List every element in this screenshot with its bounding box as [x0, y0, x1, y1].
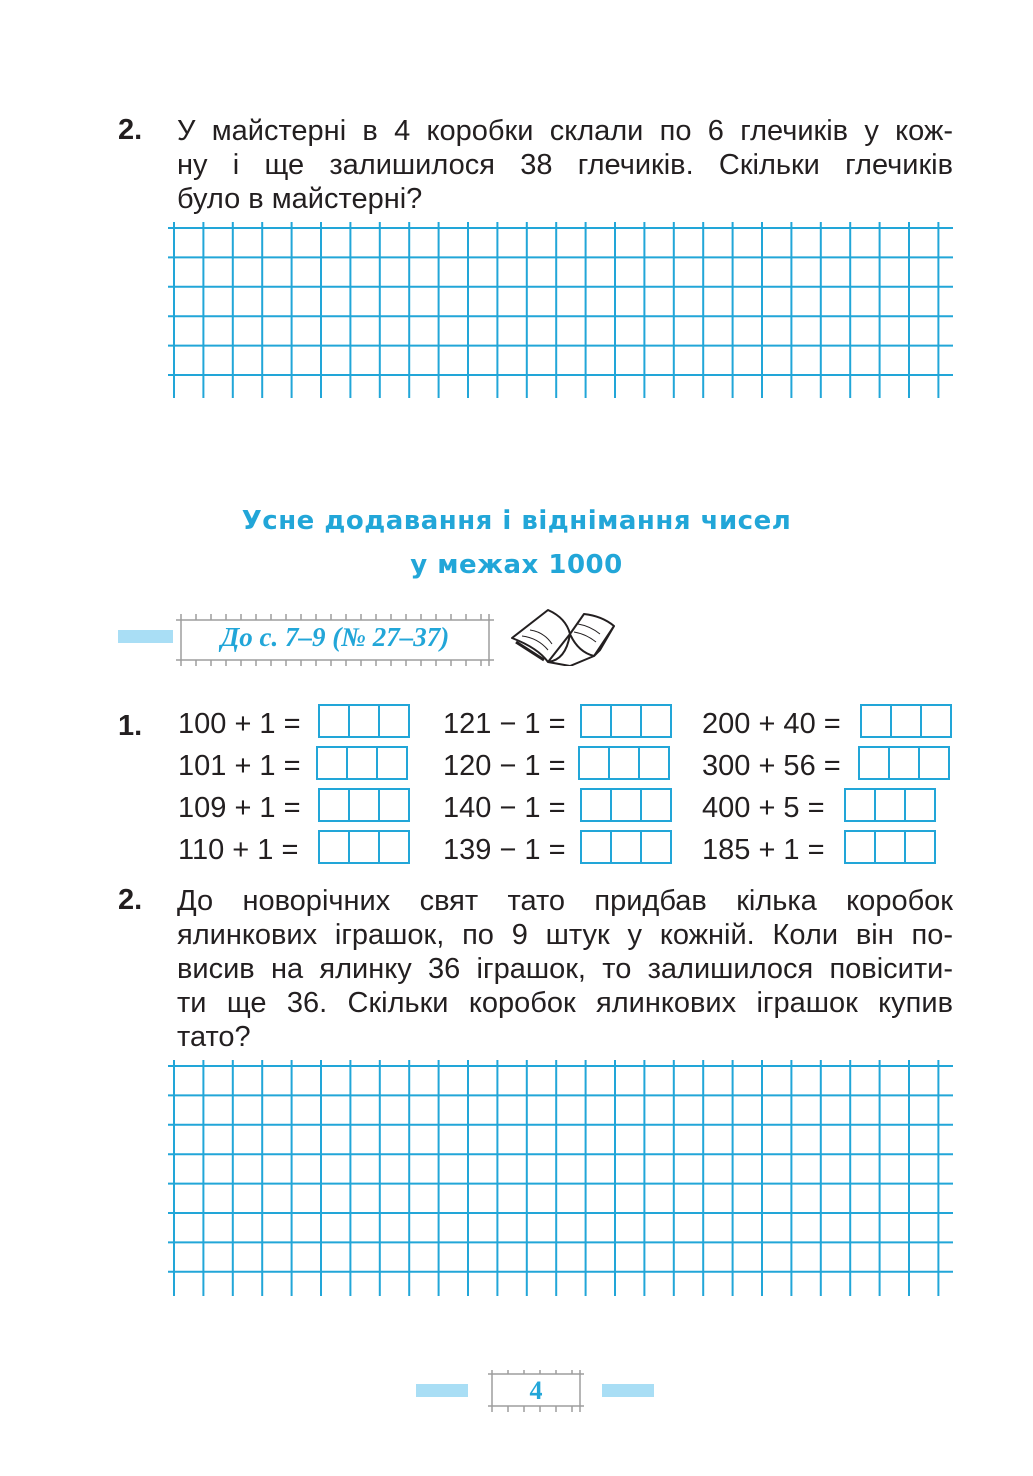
- answer-digit-box[interactable]: [640, 704, 672, 738]
- answer-boxes[interactable]: [582, 788, 672, 822]
- task-text-line: ялинкових іграшок, по 9 штук у кожній. Коли він по-: [177, 919, 953, 951]
- answer-boxes[interactable]: [320, 704, 410, 738]
- task-text-line: висив на ялинку 36 іграшок, то залишилося повісити-: [177, 953, 953, 985]
- answer-boxes[interactable]: [846, 830, 936, 864]
- answer-digit-box[interactable]: [640, 830, 672, 864]
- answer-digit-box[interactable]: [640, 788, 672, 822]
- answer-digit-box[interactable]: [348, 788, 380, 822]
- answer-digit-box[interactable]: [580, 830, 612, 864]
- task-text: [177, 114, 953, 216]
- answer-digit-box[interactable]: [610, 788, 642, 822]
- answer-digit-box[interactable]: [316, 746, 348, 780]
- answer-digit-box[interactable]: [378, 788, 410, 822]
- exercise-expression: 109 + 1 =: [178, 792, 301, 824]
- answer-digit-box[interactable]: [346, 746, 378, 780]
- exercise-expression: 200 + 40 =: [702, 708, 841, 740]
- exercise-expression: 101 + 1 =: [178, 750, 301, 782]
- answer-digit-box[interactable]: [874, 830, 906, 864]
- answer-digit-box[interactable]: [860, 704, 892, 738]
- answer-digit-box[interactable]: [578, 746, 610, 780]
- section-title-line2: у межах 1000: [410, 550, 623, 580]
- exercise-expression: 140 − 1 =: [443, 792, 566, 824]
- answer-digit-box[interactable]: [318, 788, 350, 822]
- reference-decor-bar: [118, 630, 173, 643]
- footer-bar-right: [602, 1384, 654, 1397]
- exercise-expression: 110 + 1 =: [178, 834, 299, 866]
- exercise-expression: 400 + 5 =: [702, 792, 825, 824]
- answer-digit-box[interactable]: [904, 788, 936, 822]
- answer-digit-box[interactable]: [918, 746, 950, 780]
- answer-boxes[interactable]: [320, 830, 410, 864]
- task-text-line: У майстерні в 4 коробки склали по 6 глечиків у кож-: [177, 115, 953, 147]
- answer-digit-box[interactable]: [858, 746, 890, 780]
- section-title-line1: Усне додавання і віднімання чисел: [241, 506, 792, 536]
- answer-boxes[interactable]: [580, 746, 670, 780]
- answer-digit-box[interactable]: [610, 830, 642, 864]
- answer-digit-box[interactable]: [844, 830, 876, 864]
- exercise-expression: 121 − 1 =: [443, 708, 566, 740]
- answer-digit-box[interactable]: [890, 704, 922, 738]
- answer-digit-box[interactable]: [580, 704, 612, 738]
- answer-digit-box[interactable]: [348, 830, 380, 864]
- answer-digit-box[interactable]: [378, 830, 410, 864]
- answer-grid-top[interactable]: [168, 222, 953, 398]
- exercise-expression: 185 + 1 =: [702, 834, 825, 866]
- footer-bar-left: [416, 1384, 468, 1397]
- answer-boxes[interactable]: [582, 704, 672, 738]
- exercise-expression: 139 − 1 =: [443, 834, 566, 866]
- grid-lines: [168, 222, 953, 398]
- answer-digit-box[interactable]: [378, 704, 410, 738]
- task-text-line: До новорічних свят тато придбав кілька коробок: [177, 885, 953, 917]
- answer-digit-box[interactable]: [318, 704, 350, 738]
- textbook-reference: [176, 614, 494, 666]
- task-text-line: ну і ще залишилося 38 глечиків. Скільки глечиків: [177, 149, 953, 181]
- answer-digit-box[interactable]: [888, 746, 920, 780]
- page-number: 4: [529, 1376, 543, 1405]
- task-text-line: було в майстерні?: [177, 183, 423, 215]
- reference-text: До с. 7–9 (№ 27–37): [220, 622, 450, 652]
- answer-boxes[interactable]: [582, 830, 672, 864]
- answer-digit-box[interactable]: [580, 788, 612, 822]
- page-number-box: [488, 1370, 584, 1412]
- answer-boxes[interactable]: [318, 746, 408, 780]
- grid-lines: [168, 1060, 953, 1296]
- answer-digit-box[interactable]: [904, 830, 936, 864]
- task-text: [177, 884, 953, 1054]
- answer-grid-bottom[interactable]: [168, 1060, 953, 1296]
- answer-digit-box[interactable]: [376, 746, 408, 780]
- task-number: 2.: [118, 114, 143, 146]
- answer-boxes[interactable]: [860, 746, 950, 780]
- exercise-expression: 120 − 1 =: [443, 750, 566, 782]
- task-text-line: тато?: [177, 1021, 251, 1053]
- answer-boxes[interactable]: [320, 788, 410, 822]
- open-book-icon: [508, 604, 618, 671]
- task-number: 2.: [118, 884, 143, 916]
- answer-digit-box[interactable]: [844, 788, 876, 822]
- task-text-line: ти ще 36. Скільки коробок ялинкових іграшок купив: [177, 987, 953, 1019]
- answer-digit-box[interactable]: [920, 704, 952, 738]
- answer-boxes[interactable]: [846, 788, 936, 822]
- answer-boxes[interactable]: [862, 704, 952, 738]
- answer-digit-box[interactable]: [638, 746, 670, 780]
- answer-digit-box[interactable]: [608, 746, 640, 780]
- task-number: 1.: [118, 710, 143, 742]
- answer-digit-box[interactable]: [610, 704, 642, 738]
- answer-digit-box[interactable]: [348, 704, 380, 738]
- answer-digit-box[interactable]: [318, 830, 350, 864]
- answer-digit-box[interactable]: [874, 788, 906, 822]
- exercise-expression: 300 + 56 =: [702, 750, 841, 782]
- exercise-expression: 100 + 1 =: [178, 708, 301, 740]
